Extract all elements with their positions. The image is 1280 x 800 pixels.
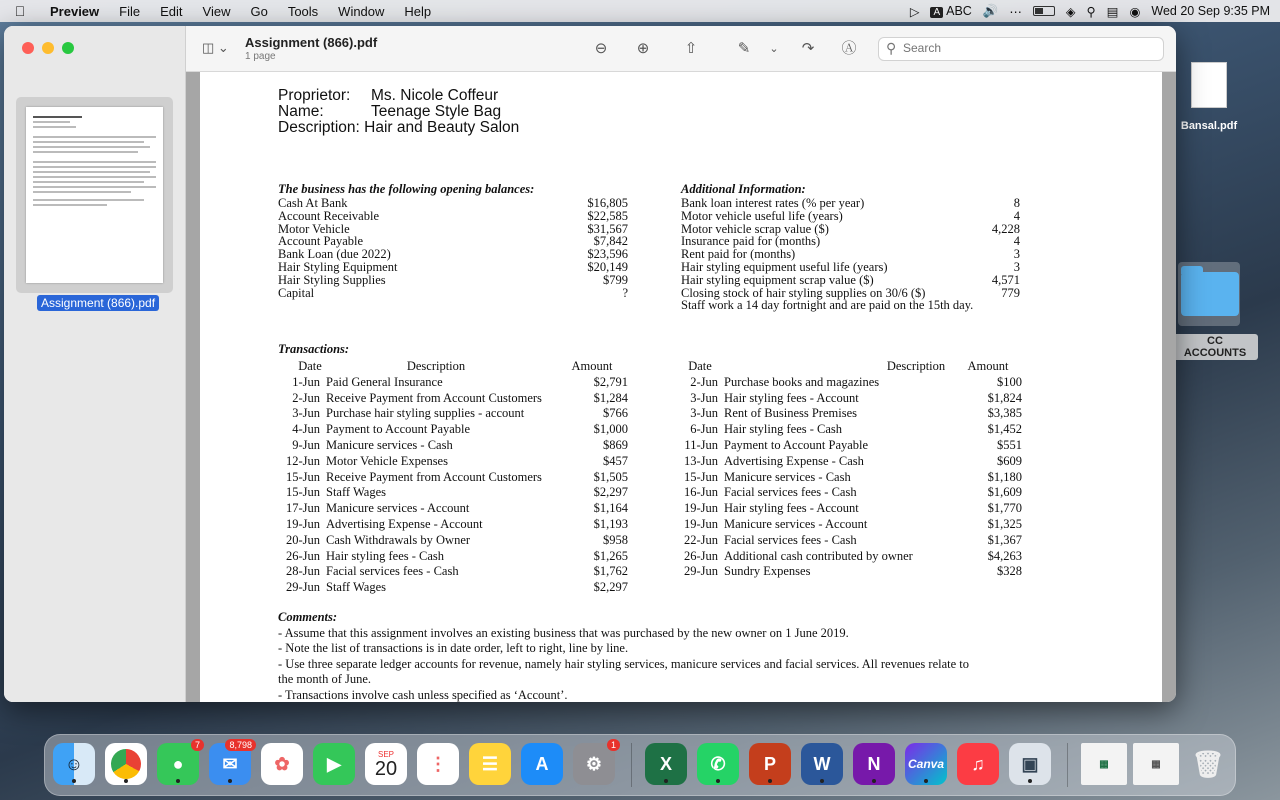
table-row: [676, 564, 1022, 580]
opening-balance-item: Cash At Bank: [278, 196, 348, 210]
photos-icon[interactable]: ✿: [261, 743, 303, 785]
tx-date: 16-Jun: [683, 485, 718, 500]
additional-information-title: Additional Information:: [681, 182, 806, 196]
minimized-chrome-window[interactable]: ▦: [1133, 743, 1179, 785]
share-icon[interactable]: ⇧: [684, 40, 698, 57]
mail-icon[interactable]: ✉ 8,798: [209, 743, 251, 785]
opening-balance-item: Bank Loan (due 2022): [278, 247, 391, 262]
opening-balance-value: $20,149: [587, 259, 628, 274]
tx-date: 28-Jun: [285, 564, 320, 579]
tx-header-date: Date: [688, 359, 712, 373]
pdf-file-icon: [1191, 62, 1227, 108]
additional-info-item: Motor vehicle useful life (years): [681, 208, 843, 223]
tx-date: 19-Jun: [285, 516, 320, 531]
desktop-file-bansal[interactable]: [1176, 62, 1242, 132]
transactions-header-row: [676, 359, 1022, 375]
table-row: [278, 406, 628, 422]
header-label: Proprietor:: [278, 87, 351, 104]
desktop-folder-cc-accounts[interactable]: [1172, 262, 1258, 360]
tx-amount: $766: [603, 406, 628, 421]
transactions-header-row: [278, 359, 628, 375]
dock-separator: [1067, 743, 1068, 787]
opening-balance-value: ?: [622, 285, 628, 300]
tx-date: 15-Jun: [285, 469, 320, 484]
additional-info-item: Hair styling equipment useful life (years): [681, 259, 888, 274]
table-row: [278, 375, 628, 391]
additional-info-value: 4: [1013, 234, 1020, 249]
header-description: [278, 119, 519, 137]
tx-amount: $1,193: [593, 516, 628, 531]
dock: [44, 734, 1236, 796]
tx-date: 4-Jun: [292, 422, 320, 437]
tx-date: 2-Jun: [690, 374, 718, 389]
table-row: [676, 454, 1022, 470]
minimized-excel-window[interactable]: ▦: [1081, 743, 1127, 785]
messages-badge: 7: [191, 739, 204, 751]
annotate-icon[interactable]: Ⓐ: [841, 40, 857, 57]
messages-icon[interactable]: ● 7: [157, 743, 199, 785]
additional-info-item: Motor vehicle scrap value ($): [681, 221, 829, 236]
reminders-icon[interactable]: ⋮: [417, 743, 459, 785]
zoom-out-icon[interactable]: ⊖: [594, 40, 608, 57]
transactions-right-table: [676, 359, 1022, 580]
table-row: [278, 549, 628, 565]
input-source-icon: A: [930, 7, 943, 18]
additional-info-row: [681, 299, 1020, 312]
table-row: [676, 438, 1022, 454]
menu-go[interactable]: Go: [250, 3, 268, 19]
tx-date: 13-Jun: [683, 453, 718, 468]
table-row: [278, 391, 628, 407]
mail-badge: 8,798: [225, 739, 256, 751]
tx-header-date: Date: [298, 359, 322, 373]
tx-date: 22-Jun: [683, 532, 718, 547]
additional-info-item: Bank loan interest rates (% per year): [681, 196, 865, 210]
tx-description: Staff Wages: [326, 485, 386, 500]
opening-balance-value: $799: [603, 272, 628, 287]
powerpoint-icon[interactable]: P: [749, 743, 791, 785]
additional-info-item: Rent paid for (months): [681, 247, 796, 262]
app-store-icon[interactable]: A: [521, 743, 563, 785]
table-row: [278, 470, 628, 486]
table-row: [278, 454, 628, 470]
word-icon[interactable]: W: [801, 743, 843, 785]
window-controls: [22, 42, 74, 54]
tx-description: Advertising Expense - Account: [326, 516, 483, 531]
header-label: Description:: [278, 119, 360, 136]
preview-window: [4, 26, 1176, 702]
tx-description: Payment to Account Payable: [724, 437, 869, 452]
tx-amount: $457: [603, 453, 628, 468]
desktop-file-label: Bansal.pdf: [1180, 120, 1238, 132]
opening-balance-item: Hair Styling Supplies: [278, 272, 386, 287]
menu-tools[interactable]: Tools: [287, 3, 319, 19]
opening-balance-value: $31,567: [587, 221, 628, 236]
facetime-icon[interactable]: ▶: [313, 743, 355, 785]
input-source[interactable]: [930, 4, 971, 18]
opening-balances-title: The business has the following opening balances:: [278, 182, 535, 196]
calendar-icon[interactable]: [365, 743, 407, 785]
tx-amount: $1,325: [987, 516, 1022, 531]
additional-info-value: 8: [1013, 196, 1020, 210]
tx-amount: $1,180: [987, 469, 1022, 484]
thumbnail-sidebar: [4, 26, 186, 702]
additional-info-item: Staff work a 14 day fortnight and are paid on the 15th day.: [681, 298, 974, 313]
opening-balances: [278, 182, 628, 299]
menu-view[interactable]: View: [202, 3, 231, 19]
tx-header-amount: Amount: [967, 359, 1009, 373]
tx-date: 15-Jun: [683, 469, 718, 484]
tx-description: Rent of Business Premises: [724, 406, 857, 421]
comment-line: - Use three separate ledger accounts for revenue, namely hair styling services, manicure services and facial services. All revenues relate to the month of June.: [278, 656, 970, 687]
tx-amount: $1,770: [987, 501, 1022, 516]
tx-header-amount: Amount: [571, 359, 613, 373]
tx-amount: $4,263: [987, 548, 1022, 563]
table-row: [676, 533, 1022, 549]
rotate-icon[interactable]: ↷: [801, 40, 815, 57]
tx-date: 2-Jun: [292, 390, 320, 405]
opening-balance-value: $7,842: [593, 234, 628, 249]
tx-date: 3-Jun: [292, 406, 320, 421]
notes-icon[interactable]: ☰: [469, 743, 511, 785]
tx-date: 20-Jun: [285, 532, 320, 547]
tx-description: Payment to Account Payable: [326, 422, 471, 437]
bluetooth-icon[interactable]: ⋯: [1009, 4, 1022, 19]
markup-dropdown-chevron-icon[interactable]: ⌄: [769, 43, 779, 55]
menu-edit[interactable]: Edit: [160, 3, 183, 19]
opening-balance-value: $22,585: [587, 208, 628, 223]
menu-help[interactable]: Help: [404, 3, 432, 19]
tx-description: Hair styling fees - Cash: [724, 422, 843, 437]
tx-amount: $2,791: [593, 374, 628, 389]
table-row: [278, 533, 628, 549]
table-row: [676, 406, 1022, 422]
additional-information: [681, 182, 1020, 312]
tx-description: Cash Withdrawals by Owner: [326, 532, 471, 547]
tx-header-description: Description: [406, 359, 466, 373]
tx-amount: $958: [603, 532, 628, 547]
tx-description: Facial services fees - Cash: [326, 564, 459, 579]
tx-description: Sundry Expenses: [724, 564, 811, 579]
tx-amount: $609: [997, 453, 1022, 468]
comment-line: - Transactions involve cash unless specified as ‘Account’.: [278, 687, 568, 702]
wifi-icon[interactable]: ◈: [1065, 4, 1076, 19]
tx-amount: $1,609: [987, 485, 1022, 500]
tx-description: Advertising Expense - Cash: [724, 453, 864, 468]
excel-icon[interactable]: X: [645, 743, 687, 785]
tx-amount: $869: [603, 437, 628, 452]
tx-description: Manicure services - Cash: [326, 437, 453, 452]
tx-description: Hair styling fees - Account: [724, 501, 859, 516]
tx-date: 17-Jun: [285, 501, 320, 516]
music-icon[interactable]: ♫: [957, 743, 999, 785]
volume-icon[interactable]: 🔊: [982, 3, 999, 18]
tx-description: Paid General Insurance: [326, 374, 443, 389]
table-row: [676, 485, 1022, 501]
tx-amount: $1,367: [987, 532, 1022, 547]
tx-header-description: Description: [886, 359, 946, 373]
tx-amount: $328: [997, 564, 1022, 579]
dock-separator: [631, 743, 632, 787]
additional-info-item: Closing stock of hair styling supplies on 30/6 ($): [681, 285, 926, 300]
sidebar-toggle-icon[interactable]: ◫ ⌄: [202, 40, 229, 55]
table-row: [278, 580, 628, 596]
tx-amount: $3,385: [987, 406, 1022, 421]
preview-icon[interactable]: ▣: [1009, 743, 1051, 785]
tx-description: Additional cash contributed by owner: [724, 548, 913, 563]
system-settings-icon[interactable]: ⚙ 1: [573, 743, 615, 785]
header-value: Hair and Beauty Salon: [364, 119, 520, 136]
tx-date: 29-Jun: [285, 580, 320, 595]
menu-app-name[interactable]: Preview: [50, 3, 100, 19]
siri-icon[interactable]: ◉: [1129, 4, 1141, 19]
table-row: [676, 422, 1022, 438]
transactions-left-table: [278, 359, 628, 596]
tx-description: Manicure services - Cash: [724, 469, 851, 484]
tx-date: 1-Jun: [292, 374, 320, 389]
tx-date: 15-Jun: [285, 485, 320, 500]
spotlight-search-icon[interactable]: ⚲: [1086, 4, 1096, 19]
table-row: [278, 564, 628, 580]
tx-amount: $2,297: [593, 580, 628, 595]
toolbar: [186, 26, 1176, 72]
tx-description: Staff Wages: [326, 580, 386, 595]
table-row: [278, 501, 628, 517]
opening-balance-value: $16,805: [587, 196, 628, 210]
table-row: [278, 517, 628, 533]
tx-amount: $1,164: [593, 501, 628, 516]
tx-description: Facial services fees - Cash: [724, 485, 857, 500]
table-row: [278, 422, 628, 438]
table-row: [676, 549, 1022, 565]
tx-description: Purchase hair styling supplies - account: [326, 406, 525, 421]
menu-file[interactable]: File: [119, 3, 141, 19]
tx-date: 3-Jun: [690, 390, 718, 405]
tx-date: 29-Jun: [683, 564, 718, 579]
zoom-in-icon[interactable]: ⊕: [636, 40, 650, 57]
table-row: [676, 501, 1022, 517]
tx-date: 12-Jun: [285, 453, 320, 468]
document-title: Assignment (866).pdf: [245, 35, 378, 50]
tx-amount: $551: [997, 437, 1022, 452]
tx-amount: $1,824: [987, 390, 1022, 405]
tx-amount: $2,297: [593, 485, 628, 500]
search-field[interactable]: [878, 37, 1164, 61]
table-row: [676, 375, 1022, 391]
additional-info-value: 4,571: [991, 272, 1020, 287]
menu-window[interactable]: Window: [338, 3, 385, 19]
additional-info-value: 3: [1013, 259, 1020, 274]
opening-balance-item: Hair Styling Equipment: [278, 259, 398, 274]
additional-info-value: 3: [1013, 247, 1020, 262]
menu-bar: [0, 0, 1280, 22]
pdf-page: [200, 72, 1162, 702]
tx-amount: $1,265: [593, 548, 628, 563]
tx-amount: $100: [997, 374, 1022, 389]
input-source-label: ABC: [946, 4, 972, 18]
thumbnail-label[interactable]: Assignment (866).pdf: [37, 295, 159, 311]
clock[interactable]: Wed 20 Sep 9:35 PM: [1151, 4, 1270, 18]
play-status-icon[interactable]: ▷: [909, 4, 920, 19]
tx-description: Manicure services - Account: [724, 516, 868, 531]
control-center-icon[interactable]: ▤: [1106, 4, 1119, 19]
settings-badge: 1: [607, 739, 620, 751]
opening-balance-item: Account Payable: [278, 234, 364, 249]
calendar-day: 20: [374, 757, 398, 780]
search-input[interactable]: [903, 41, 1153, 55]
opening-balance-row: [278, 274, 628, 287]
tx-description: Hair styling fees - Account: [724, 390, 859, 405]
additional-info-value: 779: [1001, 285, 1020, 300]
table-row: [676, 517, 1022, 533]
tx-description: Purchase books and magazines: [724, 374, 880, 389]
markup-pen-icon[interactable]: ✎: [737, 40, 751, 57]
header-value: Ms. Nicole Coffeur: [371, 87, 499, 104]
calendar-month: SEP: [377, 749, 394, 759]
battery-icon[interactable]: [1033, 6, 1055, 16]
tx-date: 6-Jun: [690, 422, 718, 437]
tx-description: Manicure services - Account: [326, 501, 470, 516]
search-icon: ⚲: [886, 40, 897, 56]
comments-title: Comments:: [278, 610, 338, 624]
table-row: [278, 485, 628, 501]
opening-balance-item: Capital: [278, 285, 315, 300]
tx-description: Receive Payment from Account Customers: [326, 390, 542, 405]
comments-section: [278, 610, 978, 702]
finder-icon[interactable]: ☺: [53, 743, 95, 785]
tx-amount: $1,000: [593, 422, 628, 437]
opening-balance-row: [278, 287, 628, 300]
minimize-window-button[interactable]: [42, 42, 54, 54]
additional-info-item: Insurance paid for (months): [681, 234, 821, 249]
zoom-window-button[interactable]: [62, 42, 74, 54]
tx-description: Facial services fees - Cash: [724, 532, 857, 547]
comment-line: - Assume that this assignment involves an existing business that was purchased by the new owner on 1 June 2019.: [278, 625, 849, 640]
transactions-title: Transactions:: [278, 342, 350, 356]
canva-icon[interactable]: [905, 743, 947, 785]
whatsapp-icon[interactable]: ✆: [697, 743, 739, 785]
close-window-button[interactable]: [22, 42, 34, 54]
canva-label: Canva: [907, 757, 945, 771]
header-value: Teenage Style Bag: [371, 103, 502, 120]
tx-date: 26-Jun: [285, 548, 320, 563]
tx-date: 19-Jun: [683, 516, 718, 531]
additional-info-value: 4,228: [991, 221, 1020, 236]
onenote-icon[interactable]: N: [853, 743, 895, 785]
table-row: [676, 470, 1022, 486]
page-thumbnail[interactable]: [26, 107, 163, 283]
additional-info-value: 4: [1013, 208, 1020, 223]
opening-balance-item: Motor Vehicle: [278, 221, 350, 236]
tx-description: Motor Vehicle Expenses: [326, 453, 448, 468]
tx-amount: $1,452: [987, 422, 1022, 437]
folder-icon: [1181, 272, 1239, 316]
tx-date: 11-Jun: [684, 437, 718, 452]
tx-amount: $1,284: [593, 390, 628, 405]
tx-amount: $1,505: [593, 469, 628, 484]
desktop-folder-label: CC ACCOUNTS: [1172, 334, 1258, 360]
tx-date: 19-Jun: [683, 501, 718, 516]
table-row: [676, 391, 1022, 407]
document-page-count: 1 page: [245, 51, 276, 62]
tx-amount: $1,762: [593, 564, 628, 579]
trash-icon[interactable]: 🗑: [1191, 748, 1225, 779]
comment-line: - Note the list of transactions is in date order, left to right, line by line.: [278, 641, 629, 656]
apple-menu-icon[interactable]: [0, 3, 40, 19]
tx-date: 3-Jun: [690, 406, 718, 421]
additional-info-item: Hair styling equipment scrap value ($): [681, 272, 874, 287]
opening-balance-value: $23,596: [587, 247, 628, 262]
table-row: [278, 438, 628, 454]
tx-date: 9-Jun: [292, 437, 320, 452]
chrome-icon[interactable]: [105, 743, 147, 785]
document-viewport[interactable]: [186, 72, 1176, 702]
tx-description: Receive Payment from Account Customers: [326, 469, 542, 484]
tx-date: 26-Jun: [683, 548, 718, 563]
header-label: Name:: [278, 103, 324, 120]
opening-balance-item: Account Receivable: [278, 208, 379, 223]
tx-description: Hair styling fees - Cash: [326, 548, 445, 563]
